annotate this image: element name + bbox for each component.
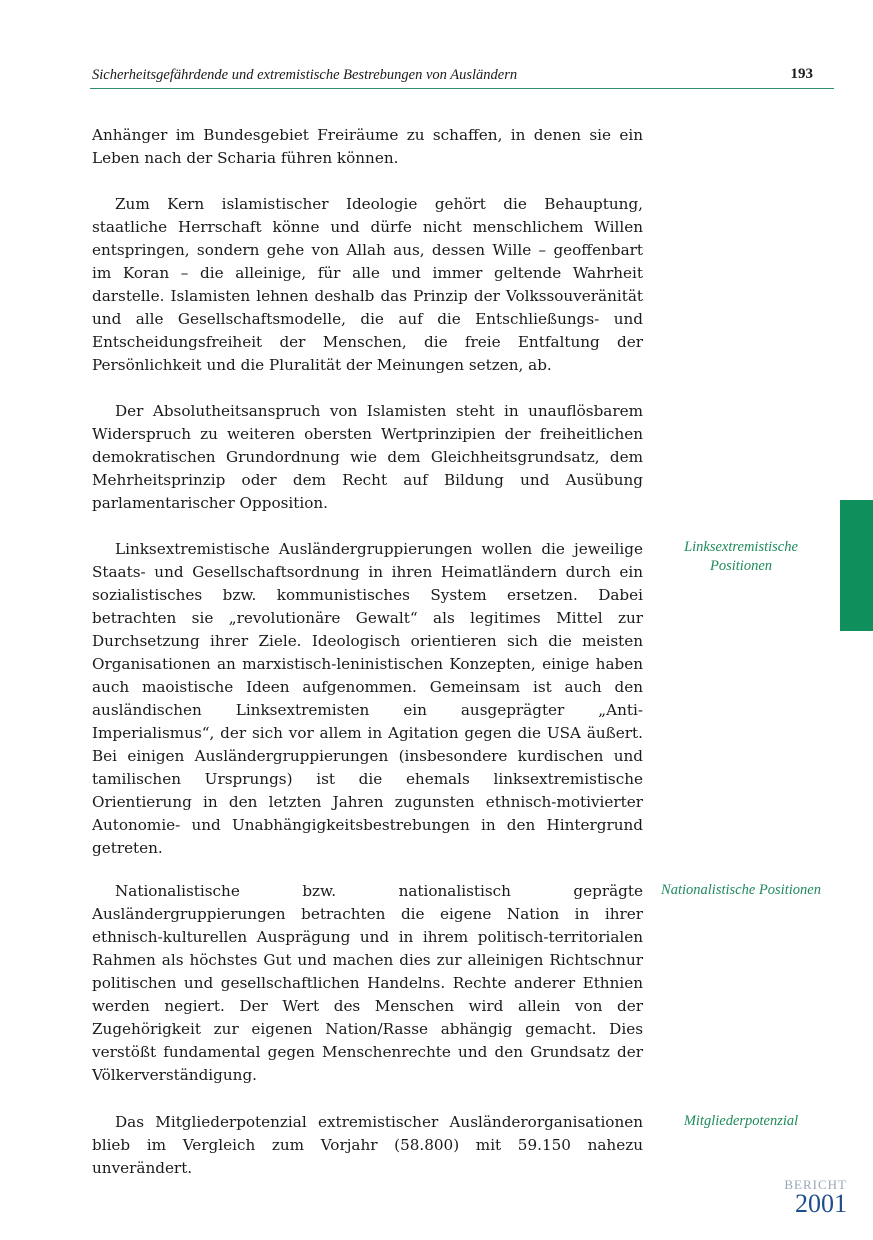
margin-note-left-extremist: Linksextremistische Positionen — [684, 539, 798, 574]
header-divider — [90, 88, 834, 89]
paragraph-continuation: Anhänger im Bundesgebiet Freiräume zu schaffen, in denen sie ein Leben nach der Scharia führen können. — [92, 126, 643, 167]
paragraph-islamist-ideology: Zum Kern islamistischer Ideologie gehört die Behauptung, staatliche Herrschaft könne und dürfe nicht menschlichem Willen entspringen, sondern gehe von Allah aus, dessen Wille – geoffenbart im Koran – die alleinige, für alle und immer geltende Wahrheit darstelle. Islamisten lehnen deshalb das Prinzip der Volkssouveränität und alle Gesellschaftsmodelle, die auf die Entschließungs- und Entscheidungsfreiheit der Menschen, die freie Entfaltung der Persönlichkeit und die Pluralität der Meinungen setzen, ab. — [92, 195, 643, 374]
paragraph-nationalist: Nationalistische bzw. nationalistisch geprägte Ausländergruppierungen betrachten die eigene Nation in ihrer ethnisch-kulturellen Ausprägung und in ihrem politisch-territorialen Rahmen als höchstes Gut und machen dies zur alleinigen Richtschnur politischen und gesellschaftlichen Handelns. Rechte anderer Ethnien werden negiert. Der Wert des Menschen wird allein von der Zugehörigkeit zur eigenen Nation/Rasse abhängig gemacht. Dies verstößt fundamental gegen Menschenrechte und den Grundsatz der Völkerverständigung. — [92, 882, 643, 1084]
report-logo-year: 2001 — [795, 1189, 847, 1218]
report-logo — [784, 1178, 847, 1216]
paragraph-absolutism-claim: Der Absolutheitsanspruch von Islamisten steht in unauflösbarem Widerspruch zu weiteren obersten Wertprinzipien der freiheitlichen demokratischen Grundordnung wie dem Gleichheitsgrundsatz, dem Mehrheitsprinzip oder dem Recht auf Bildung und Ausübung parlamentarischer Opposition. — [92, 402, 643, 512]
paragraph-membership: Das Mitgliederpotenzial extremistischer Ausländerorganisationen blieb im Vergleich zum Vorjahr (58.800) mit 59.150 nahezu unverändert. — [92, 1113, 643, 1177]
chapter-tab-marker — [840, 500, 873, 631]
margin-note-membership: Mitgliederpotenzial — [683, 1113, 799, 1129]
running-header-title: Sicherheitsgefährdende und extremistische Bestrebungen von Ausländern — [92, 67, 518, 83]
report-logo-word: BERICHT — [784, 1177, 847, 1192]
page-number: 193 — [790, 66, 813, 82]
margin-note-nationalist: Nationalistische Positionen — [661, 882, 821, 898]
paragraph-left-extremist: Linksextremistische Ausländergruppierungen wollen die jeweilige Staats- und Gesellschaftsordnung in ihren Heimatländern durch ein sozialistisches bzw. kommunistisches System ersetzen. Dabei betrachten sie „revolutionäre Gewalt“ als legitimes Mittel zur Durchsetzung ihrer Ziele. Ideologisch orientieren sich die meisten Organisationen an marxistisch-leninistischen Konzepten, einige haben auch maoistische Ideen aufgenommen. Gemeinsam ist auch den ausländischen Linksextremisten ein ausgeprägter „Anti-Imperialismus“, der sich vor allem in Agitation gegen die USA äußert. Bei einigen Ausländergruppierungen (insbesondere kurdischen und tamilischen Ursprungs) ist die ehemals linksextremistische Orientierung in den letzten Jahren zugunsten ethnisch-motivierter Autonomie- und Unabhängigkeitsbestrebungen in den Hintergrund getreten. — [92, 540, 643, 857]
